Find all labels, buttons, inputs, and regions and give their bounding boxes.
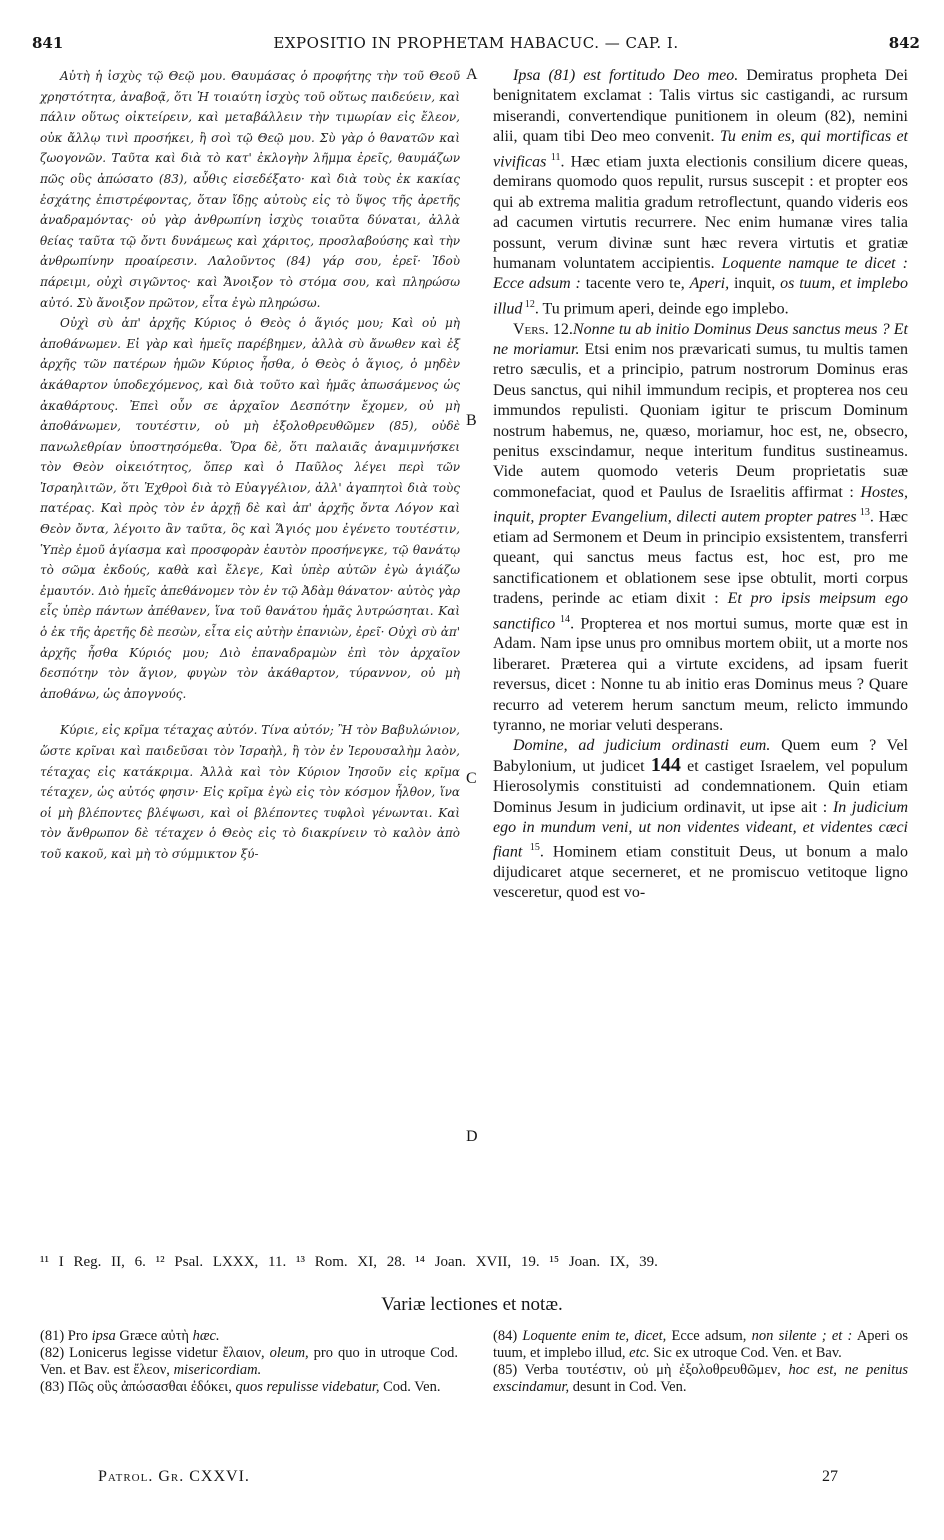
footnotes-line: ¹¹ I Reg. II, 6. ¹² Psal. LXXX, 11. ¹³ Rom. XI, 28. ¹⁴ Joan. XVII, 19. ¹⁵ Joan. IX, 39. bbox=[40, 1254, 658, 1270]
running-title: EXPOSITIO IN PROPHETAM HABACUC. — CAP. I. bbox=[273, 34, 679, 52]
page-number-right: 842 bbox=[888, 34, 920, 52]
verse-label: Vers. 12. bbox=[513, 320, 573, 338]
latin-paragraph-3: Domine, ad judicium ordinasti eum. Quem eum ? Vel Babylonium, ut judicet 144 et castiget Israelem, vel populum Hierosolymis constituisti ad condemnationem. Quin etiam Dominus Jesum in judicium ordinavit, ut ipse ait : In judicium ego in mundum veni, ut non videntes videant, et videntes cæci fiant $^{15}$. Hominem etiam constituit Deus, ut bonum a malo dijudicaret atque secerneret, et ne promiscuo vetitoque ligno vesceretur, quod est vo- bbox=[493, 737, 909, 902]
latin-lemma: Ipsa (81) est fortitudo Deo meo. bbox=[513, 67, 739, 84]
note-82: (82) Lonicerus legisse videtur ἔλαιον, oleum, pro quo in utroque Cod. Ven. et Bav. est ἔλεον, misericordiam. bbox=[40, 1345, 458, 1378]
column-marker-d: D bbox=[466, 1128, 478, 1145]
page-number-left: 841 bbox=[32, 34, 64, 52]
column-number-144: 144 bbox=[650, 753, 681, 776]
signature-number: 27 bbox=[822, 1468, 838, 1485]
latin-column bbox=[493, 66, 908, 904]
note-81: (81) Pro ipsa Græce αὐτὴ hæc. bbox=[40, 1328, 220, 1344]
footnote-ref: 13 bbox=[856, 507, 870, 519]
greek-paragraph-2: Οὐχὶ σὺ ἀπ' ἀρχῆς Κύριος ὁ Θεὸς ὁ ἅγιός μου; Καὶ οὐ μὴ ἀποθάνωμεν. Εἰ γὰρ καὶ ἡμεῖς παρέβημεν, ἀλλὰ σὺ ἄνωθεν καὶ ἐξ ἀρχῆς τῶν πατέρων ἡμῶν Κύριος ἦσθα, ὁ Θεὸς ὁ ἅγιος, ὁ μηδὲν ἀκάθαρτον ὑποδεχόμενος, καὶ διὰ τοῦτο καὶ ἡμᾶς ἀπωσάμενος ὡς ἀκαθάρτους. Ἐπεὶ οὖν σε ἀρχαῖον Δεσπότην ἔχομεν, οὐ μὴ ἀποθάνωμεν, τουτέστιν, οὐ μὴ ἐξολοθρευθῶμεν (85), οὐδὲ πανωλεθρίαν ὑποστησόμεθα. Ὅρα δὲ, ὅτι παλαιᾶς ἀναμιμνήσκει τὸν Θεὸν οἰκειότητος, ὅπερ καὶ ὁ Παῦλος λέγει περὶ τῶν Ἰσραηλιτῶν, ὅτι Ἐχθροὶ διὰ τὸ Εὐαγγέλιον, ἀλλ' ἀγαπητοὶ διὰ τοὺς πατέρας. Καὶ πρὸς τὸν ἐν ἀρχῇ δὲ καὶ ἀπ' ἀρχῆς ὄντα Λόγον καὶ Θεὸν ὄντα, λέγοιτο ἂν ταῦτα, ὃς καὶ Ἅγιός μου ἐγένετο τουτέστιν, Ὑπὲρ ἐμοῦ ἁγίασμα καὶ προσφορὰν ἑαυτὸν προσήνεγκε, τῷ θανάτῳ τὸ σῶμα ἐκδούς, καθὰ καὶ ἔλεγε, Καὶ ὑπὲρ αὐτῶν ἐγὼ ἁγιάζω ἐμαυτόν. Διὸ ἡμεῖς ἀπεθάνομεν τὸν ἐν τῷ Ἀδὰμ θάνατον· αὐτὸς γὰρ εἷς ὑπὲρ πάντων ἀπέθανεν, ἵνα τοῦ θανάτου ἡμᾶς λυτρώσηται. Καὶ ὁ ἐκ τῆς ἀρετῆς δὲ πεσὼν, εἶτα εἰς αὐτὴν ἐπανιὼν, ἐρεῖ· Οὐχὶ σὺ ἀπ' ἀρχῆς ἦσθα Κύριός μου; Διὸ ἐπαναδραμὼν ἐπὶ τὸν ἀρχαῖον δεσπότην τὸν ἅγιον, φυγὼν τὸν ἀκάθαρτον, τύραννον, οὐ μὴ ἀποθάνω, ὡς ἀπογνούς. bbox=[40, 316, 460, 701]
footnote-ref: 11 bbox=[546, 151, 561, 163]
latin-paragraph-2: Vers. 12.Nonne tu ab initio Dominus Deus sanctus meus ? Et ne moriamur. Etsi enim nos prævaricati sumus, tu multis tamen retro sæculis, et a principio, patrum nostrorum Dominus eras Deus sanctus, qui nihil immundum recipis, et propterea nos ceu immundos repulisti. Quoniam igitur te priscum Dominum nostrum habemus, ne, quæso, moriamur, hoc est, ne, obsecro, penitus exscindamur, neque interitum funditus sustineamus. Vide autem quomodo veteris Deum proprietatis suæ commonefaciat, quod et Paulus de Israelitis affirmat : Hostes, inquit, propter Evangelium, dilecti autem propter patres $^{13}$. Hæc etiam ad Sermonem et Deum in principio exsistentem, transferri queant, qui sanctus meus factus est, hoc est, pro me sanctificationem et oblationem sese ipse obtulit, morti corpus tradens, perinde ac etiam dixit : Et pro ipsis meipsum ego sanctifico $^{14}$. Propterea et nos mortui sumus, morte quæ est in Adam. Nam ipse unus pro omnibus mortem obiit, ut a morte nos liberaret. Præterea qui a virtute excidens, ad ipsam fuerit reversus, dicet : Nonne tu ab initio eras Dominus meus ? Quare recurro ad veterem herum sanctum meum, relicto immundo tyranno, ne moriar veluti desperans. bbox=[493, 320, 909, 734]
greek-column bbox=[40, 66, 460, 865]
note-84: (84) Loquente enim te, dicet, Ecce adsum, non silente ; et : Aperi os tuum, et implebo illud, etc. Sic ex utroque Cod. Ven. et Bav. bbox=[493, 1328, 908, 1361]
note-85: (85) Verba τουτέστιν, οὐ μὴ ἐξολοθρευθῶμεν, hoc est, ne penitus exscindamur, desunt in Cod. Ven. bbox=[493, 1362, 908, 1395]
notes-right-column bbox=[493, 1328, 908, 1396]
greek-paragraph-3: Κύριε, εἰς κρῖμα τέταχας αὐτόν. Τίνα αὐτόν; Ἢ τὸν Βαβυλώνιον, ὥστε κρῖναι καὶ παιδεῦσαι τὸν Ἰσραὴλ, ἢ τὸν ἐν Ἱερουσαλὴμ λαὸν, τέταχας εἰς κατάκριμα. Ἀλλὰ καὶ τὸν Κύριον Ἰησοῦν εἰς κρῖμα τέταχεν, ὡς αὐτός φησιν· Εἰς κρῖμα ἐγὼ εἰς τὸν κόσμον ἦλθον, ἵνα οἱ μὴ βλέποντες βλέψωσι, καὶ οἱ βλέποντες τυφλοὶ γένωνται. Καὶ τὸν ἄνθρωπον δὲ τέταχεν ὁ Θεὸς εἰς τὸ διακρίνειν τὸ καλὸν ἀπὸ τοῦ κακοῦ, καὶ μὴ τὸ σύμμικτον ξύ- bbox=[40, 723, 460, 861]
latin-paragraph-1: Ipsa (81) est fortitudo Deo meo. Demiratus propheta Dei benignitatem exclamat : Talis virtus sic castigandi, ac rursum miserandi, convertendique punitionem in oleum (82), nemini alii, quam tibi Deo meo convenit. Tu enim es, qui mortificas et vivificas $^{11}$. Hæc etiam juxta electionis consilium dicere queas, demirans quomodo quos repulit, rursus suscepit : et propter eos qui ab extrema malitia gradum retroflectunt, quando videris eos ad cacumen virtutis recurrere. Nec enim humanæ vires talia possunt, verum divinæ sunt hæc revera virtutis et gratiæ humanam voluntatem accipientis. Loquente namque te dicet : Ecce adsum : tacente vero te, Aperi, inquit, os tuum, et implebo illud $^{12}$. Tu primum aperi, deinde ego implebo. bbox=[493, 67, 909, 318]
notes-left-column bbox=[40, 1328, 458, 1396]
greek-paragraph-1: Αὐτὴ ἡ ἰσχὺς τῷ Θεῷ μου. Θαυμάσας ὁ προφήτης τὴν τοῦ Θεοῦ χρηστότητα, ἀναβοᾷ, ὅτι Ἡ τοιαύτη ἰσχὺς τοῦ οὕτως παιδεύειν, καὶ πάλιν οὕτως οἰκτείρειν, καὶ μεταβάλλειν τὴν τιμωρίαν εἰς ἔλεον, οὐκ ἄλλῳ τινὶ προσήκει, ἢ σοὶ τῷ Θεῷ μου. Σὺ γὰρ ὁ θανατῶν καὶ ζωογονῶν. Ταῦτα καὶ διὰ τὸ κατ' ἐκλογὴν λῆμμα ἐρεῖς, θαυμάζων πῶς οὓς ἀπώσατο (83), αὖθις εἰσεδέξατο· καὶ διὰ τοὺς ἐκ κακίας ἐσχάτης ἐπιστρέφοντας, ὅταν ἴδῃς αὐτοὺς εἰς τὸ ὕψος τῆς ἀρετῆς ἀναδραμόντας· οὐ γὰρ ἀνθρωπίνη ἰσχὺς τοιαῦτα δύναται, ἀλλὰ θείας ταῦτα τῷ ὄντι δυνάμεως καὶ χάριτος, προσλαβούσης καὶ τὴν ἀνθρωπίνην προαίρεσιν. Λαλοῦντος (84) γάρ σου, ἐρεῖ· Ἰδοὺ πάρειμι, οὐχὶ σιγῶντος· καὶ Ἄνοιξον τὸ στόμα σου, καὶ πληρώσω αὐτό. Σὺ ἄνοιξον πρῶτον, εἶτα ἐγὼ πληρώσω. bbox=[40, 69, 460, 310]
column-marker-b: B bbox=[466, 412, 477, 429]
running-header bbox=[32, 30, 920, 56]
footnote-ref: 15 bbox=[522, 842, 540, 854]
volume-label: Patrol. Gr. CXXVI. bbox=[98, 1468, 250, 1485]
column-marker-c: C bbox=[466, 770, 477, 787]
column-marker-a: A bbox=[466, 66, 478, 83]
footnote-ref: 14 bbox=[555, 613, 571, 625]
variae-lectiones-title: Variæ lectiones et notæ. bbox=[381, 1294, 563, 1315]
note-83: (83) Πῶς οὓς ἀπώσασθαι ἐδόκει, quos repulisse videbatur, Cod. Ven. bbox=[40, 1379, 441, 1395]
footnote-ref: 12 bbox=[522, 298, 535, 310]
